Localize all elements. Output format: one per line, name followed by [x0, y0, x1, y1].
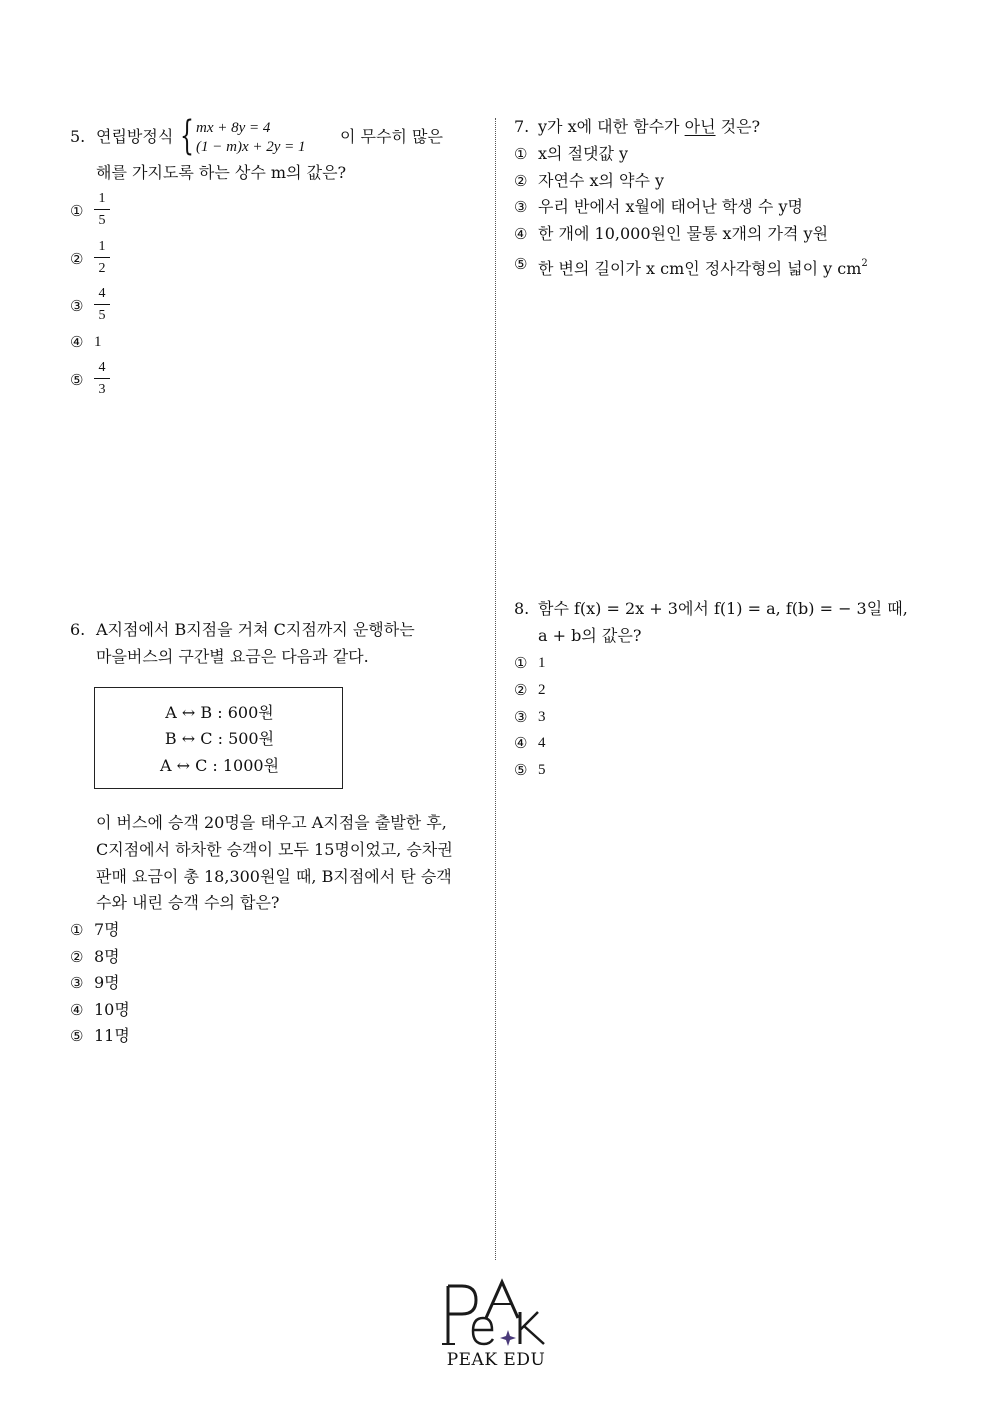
q8-choice-1-text[interactable]: 1 — [538, 655, 546, 671]
q7-choice-2-text[interactable]: 자연수 x의 약수 y — [538, 171, 665, 190]
q8-choice-5-marker[interactable]: ⑤ — [514, 761, 528, 779]
q6-body-1: 이 버스에 승객 20명을 태우고 A지점을 출발한 후, — [96, 813, 447, 832]
q6-choice-4-marker[interactable]: ④ — [70, 1001, 84, 1019]
q6-choice-5-marker[interactable]: ⑤ — [70, 1027, 84, 1045]
q5-choice-5-fraction[interactable]: 4 3 — [94, 360, 110, 398]
q5-choice-1-fraction[interactable]: 1 5 — [94, 191, 110, 229]
q5-brace: { — [180, 113, 194, 159]
q6-choice-4-text[interactable]: 10명 — [94, 1000, 130, 1019]
q7-choice-2-marker[interactable]: ② — [514, 172, 528, 190]
q8-number: 8. — [514, 599, 530, 618]
q8-line-1: 함수 f(x) = 2x + 3에서 f(1) = a, f(b) = − 3일 때, — [538, 599, 908, 618]
q6-number: 6. — [70, 620, 86, 639]
fare-b-c: B ↔ C : 500원 — [164, 729, 275, 748]
q6-choice-3-marker[interactable]: ③ — [70, 974, 84, 992]
q6-body-4: 수와 내린 승객 수의 합은? — [96, 893, 280, 912]
q7-choice-3-text[interactable]: 우리 반에서 x월에 태어난 학생 수 y명 — [538, 197, 803, 216]
q8-choice-4-text[interactable]: 4 — [538, 735, 546, 751]
q7-choice-4-text[interactable]: 한 개에 10,000원인 물통 x개의 가격 y원 — [538, 224, 829, 243]
q5-line-2: 해를 가지도록 하는 상수 m의 값은? — [96, 163, 347, 182]
q6-body-3: 판매 요금이 총 18,300원일 때, B지점에서 탄 승객 — [96, 867, 452, 886]
peak-logo — [440, 1278, 552, 1374]
q8-choice-1-marker[interactable]: ① — [514, 654, 528, 672]
q8-choice-2-text[interactable]: 2 — [538, 682, 546, 698]
q6-line-2: 마을버스의 구간별 요금은 다음과 같다. — [96, 647, 369, 666]
q7-stem: y가 x에 대한 함수가 아닌 것은? — [538, 117, 761, 136]
q5-choice-4-text[interactable]: 1 — [94, 334, 102, 350]
q6-body-2: C지점에서 하차한 승객이 모두 15명이었고, 승차권 — [96, 840, 453, 859]
q5-choice-5-marker[interactable]: ⑤ — [70, 371, 84, 389]
q8-choice-3-marker[interactable]: ③ — [514, 708, 528, 726]
q5-choice-1-marker[interactable]: ① — [70, 202, 84, 220]
q7-choice-3-marker[interactable]: ③ — [514, 198, 528, 216]
q5-tail: 이 무수히 많은 — [340, 127, 443, 146]
q5-choice-4-marker[interactable]: ④ — [70, 333, 84, 351]
q8-choice-3-text[interactable]: 3 — [538, 709, 546, 725]
q7-choice-1-marker[interactable]: ① — [514, 145, 528, 163]
peak-logo-caption: PEAK EDU — [446, 1350, 546, 1370]
q8-line-2: a + b의 값은? — [538, 626, 642, 645]
fare-table-box — [94, 687, 343, 789]
q7-choice-5-marker[interactable]: ⑤ — [514, 255, 528, 273]
fare-a-c: A ↔ C : 1000원 — [159, 756, 280, 775]
q6-choice-1-text[interactable]: 7명 — [94, 920, 120, 939]
fare-a-b: A ↔ B : 600원 — [165, 703, 274, 722]
q6-line-1: A지점에서 B지점을 거쳐 C지점까지 운행하는 — [96, 620, 415, 639]
q7-choice-4-marker[interactable]: ④ — [514, 225, 528, 243]
q7-number: 7. — [514, 117, 530, 136]
q5-lead: 연립방정식 — [96, 127, 174, 146]
q5-choice-3-marker[interactable]: ③ — [70, 297, 84, 315]
q6-choice-1-marker[interactable]: ① — [70, 921, 84, 939]
q6-choice-2-marker[interactable]: ② — [70, 948, 84, 966]
q5-number: 5. — [70, 127, 86, 146]
q6-choice-2-text[interactable]: 8명 — [94, 947, 120, 966]
q5-choice-3-fraction[interactable]: 4 5 — [94, 286, 110, 324]
q7-choice-1-text[interactable]: x의 절댓값 y — [538, 144, 629, 163]
q8-choice-2-marker[interactable]: ② — [514, 681, 528, 699]
q6-choice-5-text[interactable]: 11명 — [94, 1026, 130, 1045]
q8-choice-4-marker[interactable]: ④ — [514, 734, 528, 752]
q5-equation-1: mx + 8y = 4 — [196, 120, 271, 136]
q6-choice-3-text[interactable]: 9명 — [94, 973, 120, 992]
column-divider — [495, 118, 496, 1260]
q5-equation-2: (1 − m)x + 2y = 1 — [196, 139, 306, 155]
q5-choice-2-marker[interactable]: ② — [70, 250, 84, 268]
q5-choice-2-fraction[interactable]: 1 2 — [94, 239, 110, 277]
q8-choice-5-text[interactable]: 5 — [538, 762, 546, 778]
peak-logo-mark — [440, 1278, 552, 1348]
q7-choice-5-text[interactable]: 한 변의 길이가 x cm인 정사각형의 넓이 y $cm^2$ — [538, 258, 868, 278]
